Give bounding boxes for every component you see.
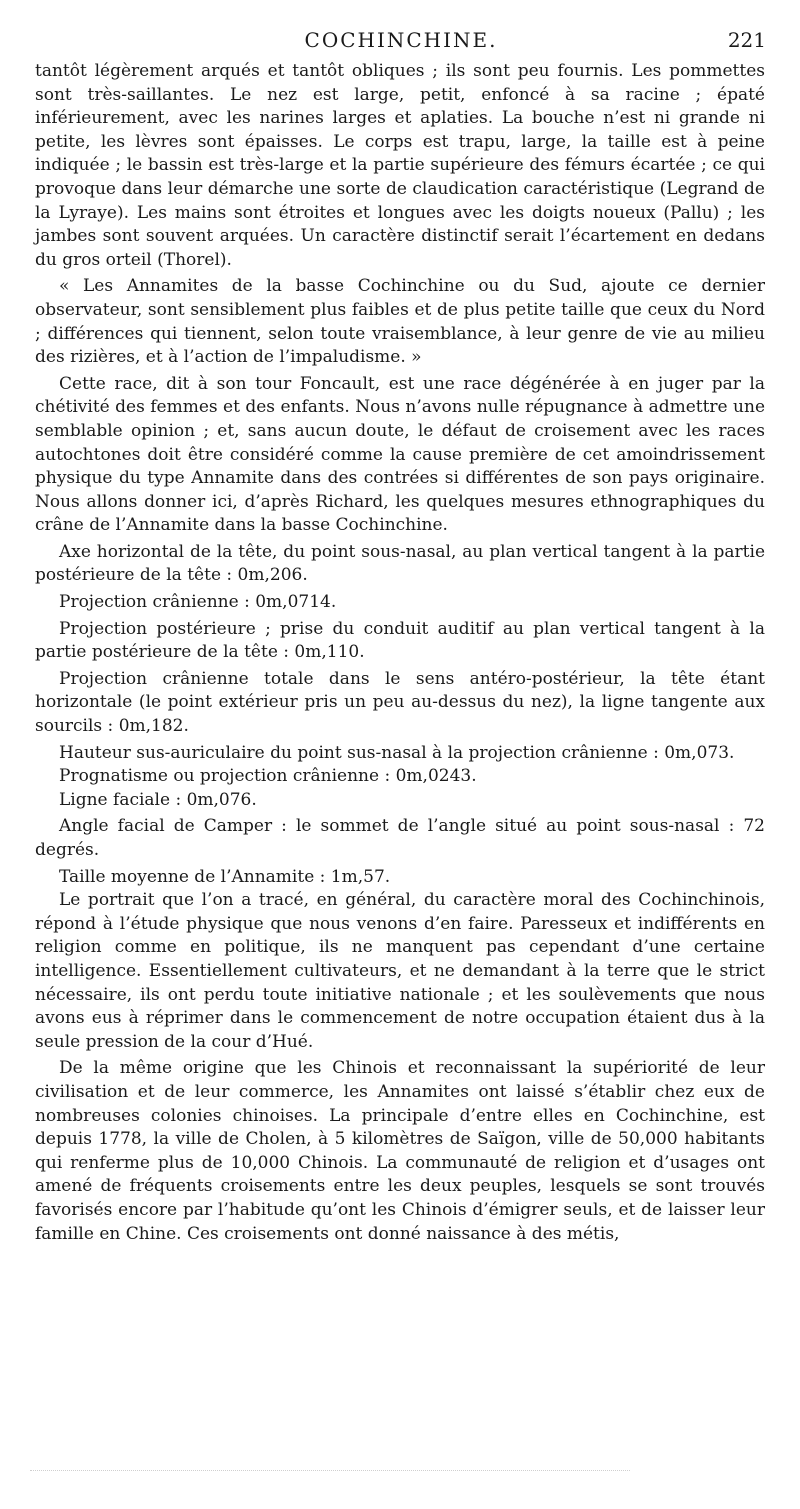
paragraph-physical-description: tantôt légèrement arqués et tantôt obliques ; ils sont peu fournis. Les pommettes sont très-saillantes. Le nez est large, petit, enfoncé à sa racine ; épaté inférieurement, avec les narines larges et aplaties. La bouche n’est ni grande ni petite, les lèvres sont épaisses. Le corps est trapu, large, la taille est à peine indiquée ; le bassin est très-large et la partie supérieure des fémurs écartée ; ce qui provoque dans leur démarche une sorte de claudication caractéristique (Legrand de la Lyraye). Les mains sont étroites et longues avec les doigts noueux (Pallu) ; les jambes sont souvent arquées. Un caractère distinctif serait l’écartement en dedans du gros orteil (Thorel).	[35, 61, 765, 270]
page-body	[35, 60, 765, 1246]
measurement-projection-cranienne: Projection crânienne : 0m,0714.	[59, 592, 337, 613]
page-header	[36, 26, 766, 56]
running-title: COCHINCHINE.	[304, 28, 498, 52]
measurement-projection-posterieure: Projection postérieure ; prise du conduit auditif au plan vertical tangent à la partie postérieure de la tête : 0m,110.	[35, 618, 765, 663]
footer-scan-marks	[30, 1470, 630, 1475]
paragraph-moral-character: Le portrait que l’on a tracé, en général, du caractère moral des Cochinchinois, répond à l’étude physique que nous venons d’en faire. Paresseux et indifférents en religion comme en politique, ils ne manquent pas cependant d’une certaine intelligence. Essentiellement cultivateurs, et ne demandant à la terre que le strict nécessaire, ils ont perdu toute initiative nationale ; et les soulèvements que nous avons eus à réprimer dans le commencement de notre occupation étaient dus à la seule pression de la cour d’Hué.	[35, 890, 765, 1052]
measurement-prognatisme: Prognatisme ou projection crânienne : 0m,0243.	[59, 766, 477, 787]
measurement-hauteur-sus-auriculaire: Hauteur sus-auriculaire du point sus-nasal à la projection crânienne : 0m,073.	[59, 742, 735, 763]
measurement-taille-moyenne: Taille moyenne de l’Annamite : 1m,57.	[59, 866, 391, 887]
page-number: 221	[727, 28, 766, 52]
measurement-axe-horizontal: Axe horizontal de la tête, du point sous-nasal, au plan vertical tangent à la partie postérieure de la tête : 0m,206.	[35, 541, 765, 586]
paragraph-foncault: Cette race, dit à son tour Foncault, est une race dégénérée à en juger par la chétivité des femmes et des enfants. Nous n’avons nulle répugnance à admettre une semblable opinion ; et, sans aucun doute, le défaut de croisement avec les races autochtones doit être considéré comme la cause première de cet amoindrissement physique du type Annamite dans des contrées si différentes de son pays originaire. Nous allons donner ici, d’après Richard, les quelques mesures ethnographiques du crâne de l’Annamite dans la basse Cochinchine.	[35, 373, 765, 536]
measurement-ligne-faciale: Ligne faciale : 0m,076.	[59, 789, 257, 810]
measurement-projection-totale: Projection crânienne totale dans le sens antéro-postérieur, la tête étant horizontale (le point extérieur pris un peu au-dessus du nez), la ligne tangente aux sourcils : 0m,182.	[35, 668, 765, 737]
measurement-angle-facial: Angle facial de Camper : le sommet de l’angle situé au point sous-nasal : 72 degrés.	[35, 816, 765, 860]
paragraph-chinese-colonies: De la même origine que les Chinois et reconnaissant la supériorité de leur civilisation et de leur commerce, les Annamites ont laissé s’établir chez eux de nombreuses colonies chinoises. La principale d’entre elles en Cochinchine, est depuis 1778, la ville de Cholen, à 5 kilomètres de Saïgon, ville de 50,000 habitants qui renferme plus de 10,000 Chinois. La communauté de religion et d’usages ont amené de fréquents croisements entre les deux peuples, lesquels se sont trouvés favorisés encore par l’habitude qu’ont les Chinois d’émigrer seuls, et de laisser leur famille en Chine. Ces croisements ont donné naissance à des métis,	[35, 1058, 765, 1244]
paragraph-thorel-quote: « Les Annamites de la basse Cochinchine ou du Sud, ajoute ce dernier observateur, sont sensiblement plus faibles et de plus petite taille que ceux du Nord ; différences qui tiennent, selon toute vraisemblance, à leur genre de vie au milieu des rizières, et à l’action de l’impaludisme. »	[35, 276, 765, 368]
